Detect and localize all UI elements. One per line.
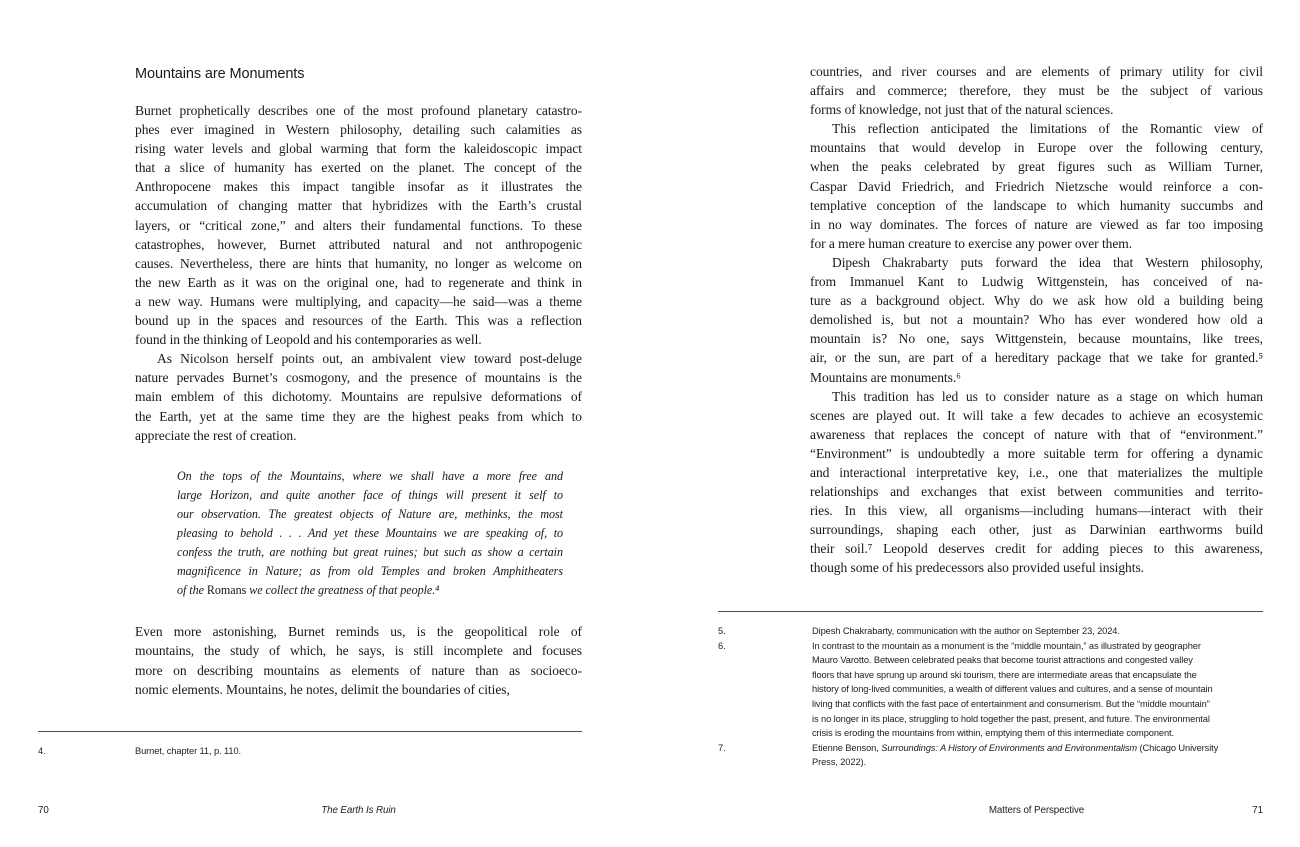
paragraph	[135, 101, 582, 349]
text-segment: templative conception of the landscape to which humanity succumbs and	[810, 197, 1263, 213]
text-line	[810, 234, 1263, 253]
text-line	[135, 661, 582, 680]
text-segment: for a mere human creature to exercise any power over them.	[810, 235, 1133, 251]
text-line	[810, 253, 1263, 272]
text-segment: catastrophes, however, Burnet attributed natural and not anthropogenic	[135, 236, 582, 252]
footnote-text	[812, 639, 1263, 741]
text-line	[177, 505, 563, 524]
text-segment: Burnet, chapter 11, p. 110.	[135, 746, 242, 756]
running-title-left: The Earth Is Ruin	[321, 805, 396, 816]
text-line	[810, 539, 1263, 558]
text-line	[135, 330, 582, 349]
text-segment: As Nicolson herself points out, an ambivalent view toward post-deluge	[157, 351, 582, 367]
text-segment: ture as a background object. Why do we ask how old a building being	[810, 293, 1263, 309]
footnote-number: 4.	[38, 746, 46, 756]
text-segment: relationships and exchanges that exist between communities and territo-	[810, 484, 1263, 500]
text-segment: in no way dominates. The forces of nature are viewed as far too imposing	[810, 216, 1263, 232]
text-segment: phes ever imagined in Western philosophy, detailing such calamities as	[135, 122, 582, 138]
text-line	[135, 216, 582, 235]
text-segment: history of long-lived communities, a wealth of different values and cultures, and a sense of mountain	[812, 684, 1213, 695]
footnote-number: 6.	[718, 640, 726, 651]
text-line	[135, 101, 582, 120]
text-segment: bound up in the spaces and resources of the Earth. This was a reflection	[135, 313, 582, 329]
text-segment: living that conflicts with the fast pace of entertainment and consumerism. But the “middle mountain”	[812, 698, 1210, 709]
text-segment: mountains, the study of which, he says, is still incomplete and focuses	[135, 643, 582, 659]
footnote-item	[38, 744, 582, 759]
text-segment: appreciate the rest of creation.	[135, 427, 297, 443]
text-line	[135, 641, 582, 660]
text-line	[135, 196, 582, 215]
text-segment: and interactional interpretative key, i.e., one that materializes the multiple	[810, 464, 1263, 480]
text-line	[810, 310, 1263, 329]
text-segment: mountain is? No one, says Wittgenstein, because mountains, like trees,	[810, 331, 1263, 347]
paragraph	[135, 349, 582, 444]
text-line	[177, 486, 563, 505]
text-segment: forms of knowledge, not just that of the natural sciences.	[810, 102, 1114, 118]
text-line	[810, 100, 1263, 119]
text-line	[135, 622, 582, 641]
text-line	[810, 119, 1263, 138]
text-line	[135, 139, 582, 158]
text-line	[810, 272, 1263, 291]
text-line	[177, 543, 563, 562]
section-heading: Mountains are Monuments	[135, 66, 305, 82]
footnote-line	[812, 741, 1263, 756]
text-segment: ries. In this view, all organisms—including humans—interact with their	[810, 503, 1263, 519]
text-line	[810, 157, 1263, 176]
text-segment: Burnet prophetically describes one of the most profound planetary catastro-	[135, 103, 582, 118]
text-segment: pleasing to behold . . . And yet these Mountains we are speaking of, to	[177, 525, 563, 540]
text-line	[135, 387, 582, 406]
left-text-column	[135, 101, 582, 699]
running-title-right: Matters of Perspective	[988, 805, 1085, 816]
paragraph	[810, 387, 1263, 578]
text-segment: of the	[177, 583, 207, 598]
footnote-line	[812, 653, 1263, 668]
alt-style-text: Romans	[206, 583, 247, 598]
text-line	[135, 273, 582, 292]
text-line	[810, 177, 1263, 196]
page-number-left: 70	[38, 805, 49, 816]
text-segment: though some of his predecessors also provided useful insights.	[810, 560, 1144, 576]
text-segment: surroundings, shaping each other, just as Darwinian earthworms build	[810, 522, 1263, 538]
footnote-item	[718, 624, 1263, 639]
text-segment: Press, 2022).	[812, 757, 866, 768]
text-line	[810, 463, 1263, 482]
text-line	[135, 120, 582, 139]
text-segment: a new way. Humans were multiplying, and capacity—he said—was a theme	[135, 293, 582, 309]
text-segment: floors that have sprung up around ski tourism, there are intermediate areas that encapsulate the	[812, 669, 1197, 680]
text-line	[810, 348, 1263, 367]
text-line	[135, 177, 582, 196]
text-segment: found in the thinking of Leopold and his contemporaries as well.	[135, 332, 482, 348]
text-segment: that a slice of humanity has exerted on the planet. The concept of the	[135, 160, 582, 176]
text-line	[810, 138, 1263, 157]
text-segment: air, or the sun, are part of a hereditary package that we take for granted.⁵	[810, 350, 1263, 366]
text-segment: “Environment” is undoubtedly a more suitable term for offering a dynamic	[810, 445, 1263, 461]
text-line	[135, 235, 582, 254]
text-segment: the Earth, yet at the same time they are the highest peaks from which to	[135, 408, 582, 424]
text-segment: rising water levels and global warming that form the kaleidoscopic impact	[135, 141, 582, 157]
block-quote	[177, 467, 563, 601]
footnote-line	[812, 668, 1263, 683]
footnote-line	[812, 682, 1263, 697]
text-segment: demolished is, but not a mountain? Who has ever wondered how old a	[810, 312, 1263, 328]
footnote-line	[812, 726, 1263, 741]
page-number-right: 71	[1252, 805, 1263, 816]
text-segment: Even more astonishing, Burnet reminds us, is the geopolitical role of	[135, 624, 582, 640]
footnote-line	[812, 639, 1263, 654]
text-segment: Dipesh Chakrabarty, communication with the author on September 23, 2024.	[812, 626, 1120, 636]
text-line	[810, 329, 1263, 348]
text-line	[810, 368, 1263, 387]
text-segment: from Immanuel Kant to Ludwig Wittgenstein, has conceived of na-	[810, 274, 1263, 290]
text-line	[810, 387, 1263, 406]
text-segment: Caspar David Friedrich, and Friedrich Nietzsche would reinforce a con-	[810, 178, 1263, 194]
text-segment: more on describing mountains as elements of nature than as socioeco-	[135, 662, 582, 678]
left-footnotes	[38, 744, 582, 759]
footnote-line	[812, 624, 1263, 639]
text-segment: layers, or “critical zone,” and alters their fundamental functions. To these	[135, 217, 582, 233]
text-segment: when the peaks celebrated by great figures such as William Turner,	[810, 159, 1263, 175]
footnote-number: 7.	[718, 742, 726, 753]
text-segment: crisis is eroding the mountains from within, emptying them of this intermediate component.	[812, 728, 1175, 739]
paragraph	[810, 62, 1263, 119]
footnote-rule-right	[718, 611, 1263, 612]
text-line	[177, 467, 563, 486]
text-segment: nomic elements. Mountains, he notes, delimit the boundaries of cities,	[135, 681, 510, 697]
text-segment: awareness that replaces the concept of nature with that of “environment.”	[810, 426, 1263, 442]
text-segment: In contrast to the mountain as a monument is the “middle mountain,” as illustrated by geographer	[812, 640, 1201, 651]
text-line	[177, 562, 563, 581]
footnote-item	[718, 741, 1263, 770]
paragraph	[810, 253, 1263, 387]
text-line	[135, 407, 582, 426]
paragraph	[810, 119, 1263, 253]
footnote-line	[812, 755, 1263, 770]
text-segment: we collect the greatness of that people.⁴	[246, 583, 440, 598]
text-line	[135, 349, 582, 368]
text-segment: mountains that would develop in Europe over the following century,	[810, 140, 1263, 156]
footnote-item	[718, 639, 1263, 741]
text-segment: is no longer in its place, struggling to hold together the past, present, and future. The environmental	[812, 713, 1210, 724]
text-segment: Mauro Varotto. Between celebrated peaks that become tourist attractions and congested valley	[812, 655, 1193, 666]
text-line	[135, 426, 582, 445]
paragraph	[135, 622, 582, 698]
text-segment: confess the truth, are nothing but great ruines; but such as show a certain	[177, 545, 563, 560]
text-segment: magnificence in Nature; as from old Temples and broken Amphitheaters	[177, 564, 563, 579]
text-line	[135, 680, 582, 699]
text-line	[135, 158, 582, 177]
footnote-text	[135, 744, 582, 759]
text-segment: countries, and river courses and are elements of primary utility for civil	[810, 64, 1263, 79]
right-footnotes	[718, 624, 1263, 770]
text-segment: This reflection anticipated the limitations of the Romantic view of	[832, 121, 1263, 137]
text-segment: accumulation of changing matter that hybridizes with the Earth’s crustal	[135, 198, 582, 214]
text-line	[810, 558, 1263, 577]
text-line	[177, 581, 563, 600]
text-segment: affairs and commerce; therefore, they must be the subject of various	[810, 83, 1263, 99]
text-line	[135, 368, 582, 387]
text-segment: nature pervades Burnet’s cosmogony, and the presence of mountains is the	[135, 370, 582, 386]
text-segment: Mountains are monuments.⁶	[810, 369, 961, 385]
text-line	[177, 524, 563, 543]
text-segment: causes. Nevertheless, there are hints that humanity, no longer as welcome on	[135, 255, 582, 271]
text-line	[810, 291, 1263, 310]
footnote-rule-left	[38, 731, 582, 732]
text-line	[135, 311, 582, 330]
text-segment: our observation. The greatest objects of Nature are, methinks, the most	[177, 506, 563, 521]
text-segment: On the tops of the Mountains, where we shall have a more free and	[177, 468, 563, 483]
text-segment: their soil.⁷ Leopold deserves credit for adding pieces to this awareness,	[810, 541, 1263, 557]
text-segment: Dipesh Chakrabarty puts forward the idea that Western philosophy,	[832, 254, 1263, 270]
footnote-line	[812, 697, 1263, 712]
right-text-column	[810, 62, 1263, 578]
text-line	[810, 520, 1263, 539]
text-line	[810, 215, 1263, 234]
footnote-line	[812, 712, 1263, 727]
footnote-line	[135, 744, 582, 759]
text-line	[810, 81, 1263, 100]
text-segment: large Horizon, and quite another face of things will present it self to	[177, 487, 563, 502]
footnote-text	[812, 624, 1263, 639]
text-line	[810, 196, 1263, 215]
text-segment: This tradition has led us to consider nature as a stage on which human	[832, 388, 1263, 404]
footnote-text	[812, 741, 1263, 770]
text-segment: Etienne Benson,	[812, 742, 882, 753]
text-line	[810, 501, 1263, 520]
footnote-number: 5.	[718, 626, 726, 636]
text-segment: main emblem of this dichotomy. Mountains are repulsive deformations of	[135, 389, 582, 405]
text-line	[810, 406, 1263, 425]
text-segment: (Chicago University	[1137, 742, 1219, 753]
alt-style-text: Surroundings: A History of Environments and Environmentalism	[881, 742, 1138, 753]
text-line	[810, 425, 1263, 444]
text-line	[810, 62, 1263, 81]
text-line	[810, 482, 1263, 501]
text-line	[810, 444, 1263, 463]
text-segment: the new Earth as it was on the original one, had to regenerate and think in	[135, 274, 582, 290]
text-segment: Anthropocene makes this impact tangible insofar as it illustrates the	[135, 179, 582, 195]
text-line	[135, 292, 582, 311]
text-line	[135, 254, 582, 273]
text-segment: scenes are played out. It will take a few decades to achieve an ecosystemic	[810, 407, 1263, 423]
